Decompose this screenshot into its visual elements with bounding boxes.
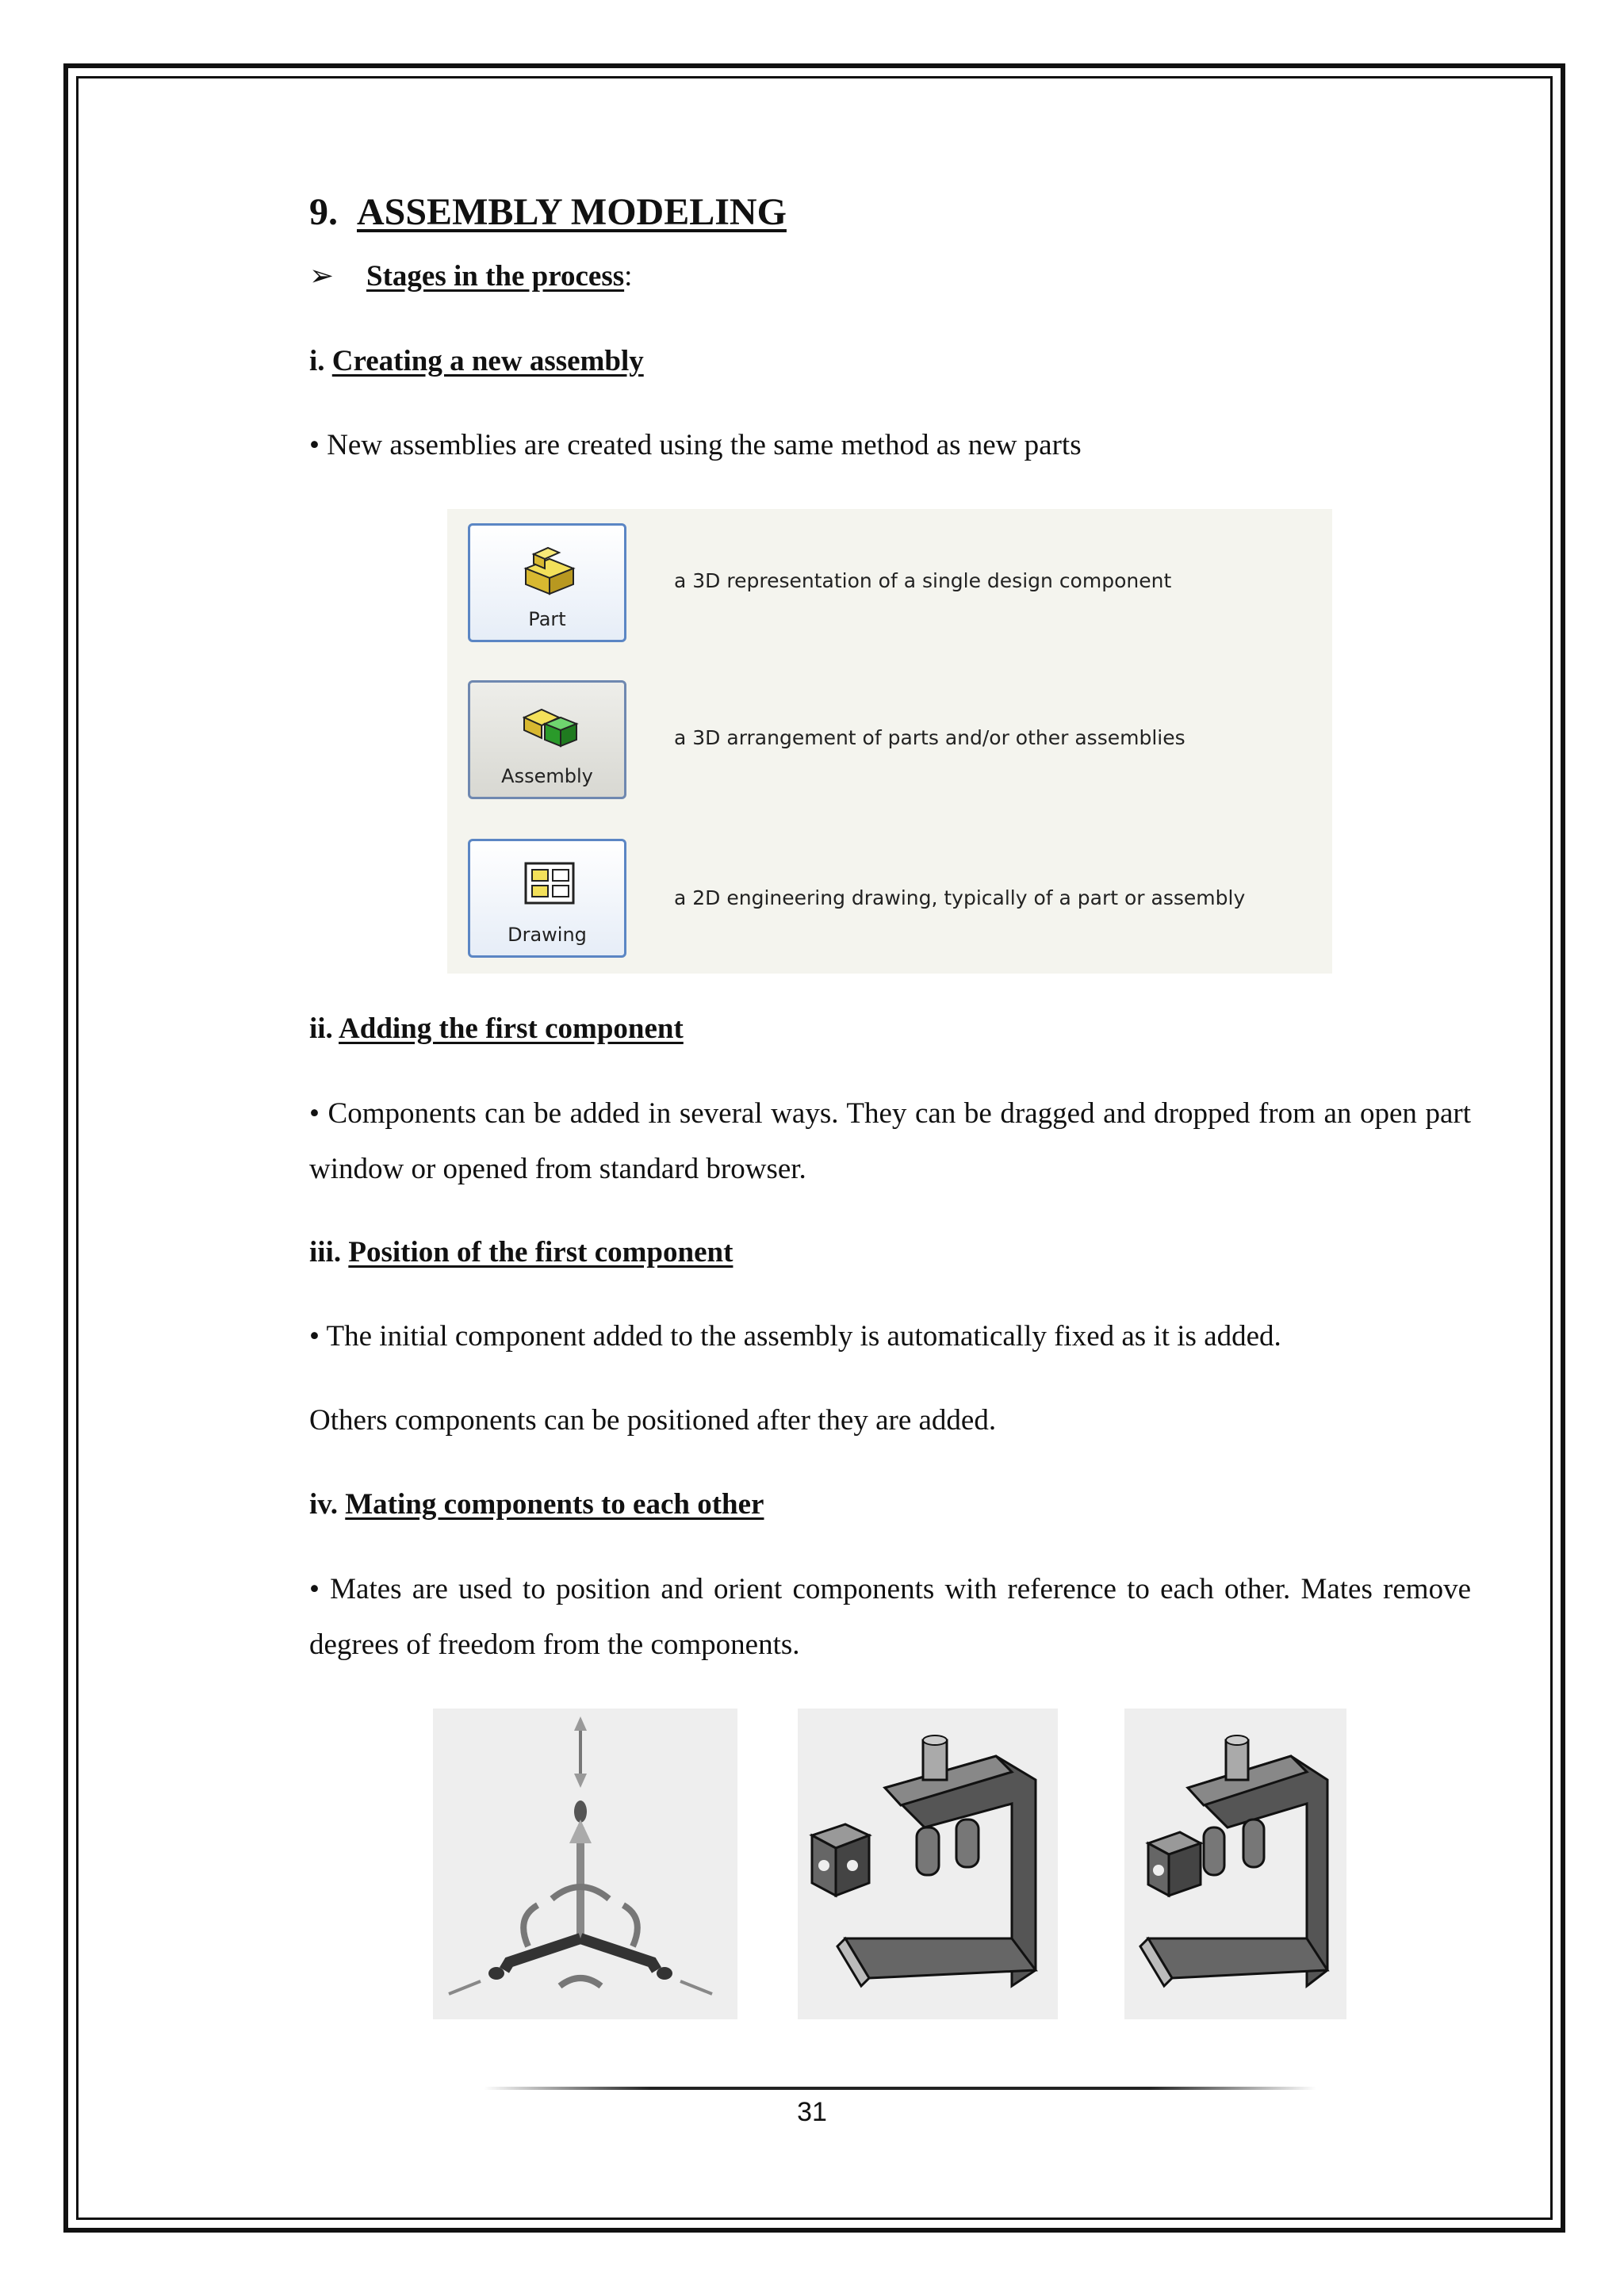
step-4-prefix: iv. bbox=[309, 1488, 338, 1521]
stages-colon: : bbox=[624, 260, 633, 293]
drawing-icon bbox=[510, 852, 589, 916]
assembly-type-label: Assembly bbox=[501, 765, 593, 787]
step-1-body: • New assemblies are created using the same method as new parts bbox=[309, 429, 1082, 461]
step-4-body: • Mates are used to position and orient components with reference to each other. Mates remove degrees of freedom from the components. bbox=[309, 1573, 1471, 1661]
arrow-bullet-icon: ➢ bbox=[309, 258, 335, 293]
assembly-type-button[interactable] bbox=[468, 680, 626, 799]
drawing-type-button[interactable] bbox=[468, 839, 626, 958]
part-type-description: a 3D representation of a single design component bbox=[674, 569, 1172, 592]
step-1-heading bbox=[309, 344, 644, 378]
assembly-icon bbox=[510, 694, 589, 757]
bracket-and-block-mated-image bbox=[1124, 1709, 1346, 2019]
step-2-title: Adding the first component bbox=[339, 1012, 684, 1045]
stages-heading bbox=[309, 258, 632, 293]
assembly-type-description: a 3D arrangement of parts and/or other assemblies bbox=[674, 726, 1185, 749]
section-title bbox=[309, 190, 787, 234]
step-4-heading bbox=[309, 1487, 764, 1521]
step-1-prefix: i. bbox=[309, 345, 325, 377]
step-4-title: Mating components to each other bbox=[345, 1488, 764, 1521]
step-3-heading bbox=[309, 1235, 733, 1269]
drawing-type-description: a 2D engineering drawing, typically of a part or assembly bbox=[674, 886, 1246, 909]
step-3-prefix: iii. bbox=[309, 1236, 342, 1269]
section-number: 9. bbox=[309, 191, 338, 233]
stages-label: Stages in the process bbox=[366, 260, 625, 293]
bracket-and-block-unmated-image bbox=[798, 1709, 1058, 2019]
step-3-title: Position of the first component bbox=[348, 1236, 733, 1269]
drawing-type-label: Drawing bbox=[508, 924, 587, 946]
part-type-label: Part bbox=[528, 608, 566, 630]
degrees-of-freedom-image bbox=[433, 1709, 737, 2019]
step-2-body: • Components can be added in several ways. They can be dragged and dropped from an open part window or opened from standard browser. bbox=[309, 1097, 1471, 1185]
document-type-panel bbox=[447, 509, 1332, 974]
step-2-heading bbox=[309, 1012, 684, 1046]
footer-rule bbox=[484, 2087, 1316, 2090]
step-1-title: Creating a new assembly bbox=[331, 345, 644, 377]
page-number: 31 bbox=[797, 2097, 827, 2127]
step-2-prefix: ii. bbox=[309, 1012, 333, 1045]
section-title-text: ASSEMBLY MODELING bbox=[357, 191, 787, 233]
part-icon bbox=[510, 537, 589, 600]
part-type-button[interactable] bbox=[468, 523, 626, 642]
step-3-body-line-1: • The initial component added to the assembly is automatically fixed as it is added. bbox=[309, 1320, 1281, 1353]
step-3-body-line-2: Others components can be positioned after they are added. bbox=[309, 1404, 997, 1437]
